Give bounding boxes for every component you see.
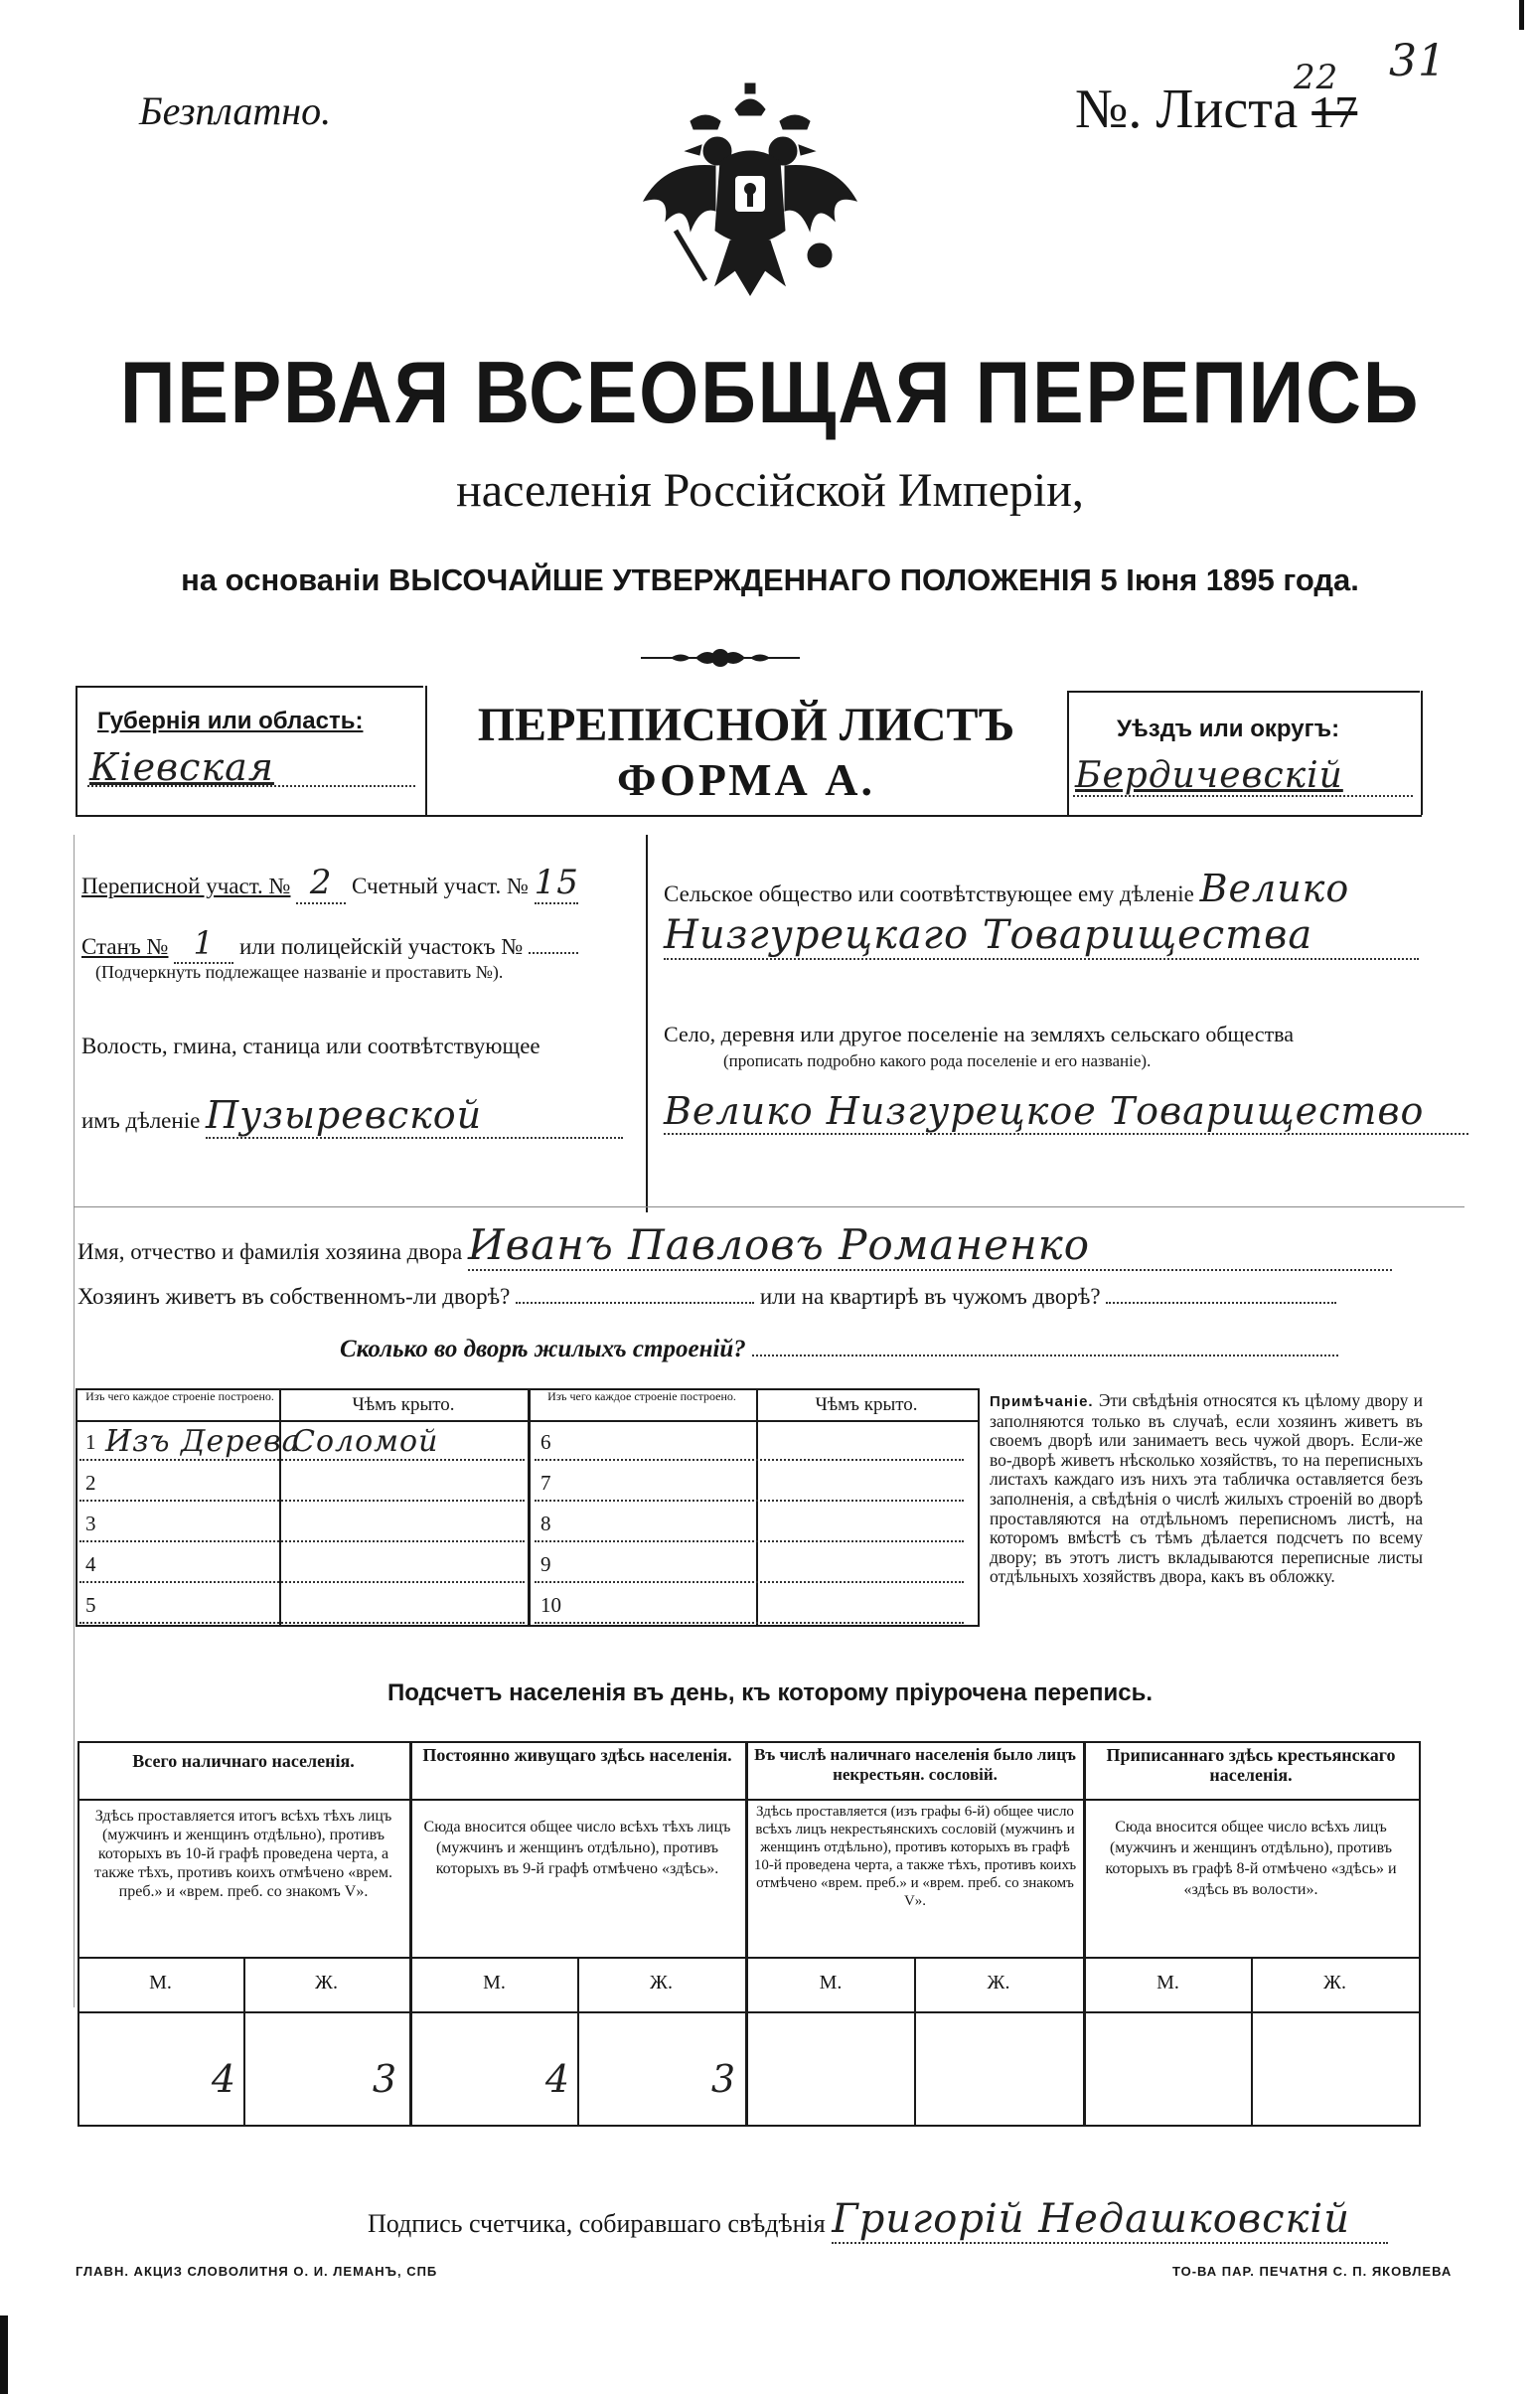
buildings-row-number: 6 <box>540 1430 551 1454</box>
signature-label: Подпись счетчика, собиравшаго свѣдѣнія <box>368 2209 826 2238</box>
stan-row <box>81 924 578 964</box>
buildings-row-number: 3 <box>85 1512 96 1535</box>
society-row <box>664 867 1349 910</box>
owner-name-value: Иванъ Павловъ Романенко <box>468 1220 1392 1271</box>
signature-value: Григорій Недашковскій <box>832 2196 1388 2244</box>
printer-right: ТО-ВА ПАР. ПЕЧАТНЯ С. П. ЯКОВЛЕВА <box>1172 2264 1453 2279</box>
sheet-crossed-number: 17 <box>1311 86 1358 137</box>
population-col-total-f-label: Ж. <box>315 1972 338 1994</box>
population-col-nonpeasant-desc: Здѣсь проставляется (изъ графы 6-й) общее число всѣхъ лицъ некрестьянскихъ сословій (мужчинъ и женщинъ отдѣльно), противъ которыхъ въ графѣ 10-й проведена черта, а также тѣхъ, противъ коихъ отмѣчено «врем. преб.» и «врем. преб. со знакомъ V». <box>753 1804 1077 1909</box>
population-col-total-f-value: 3 <box>372 2057 397 2101</box>
buildings-row-number: 7 <box>540 1471 551 1495</box>
count-area-value: 15 <box>534 863 579 902</box>
buildings-col-material-left: Изъ чего каждое строеніе построено. <box>85 1389 274 1403</box>
volost-value: Пузыревской <box>206 1093 623 1139</box>
population-col-resident-title: Постоянно живущаго здѣсь населенія. <box>422 1745 732 1765</box>
owner-name-row <box>77 1220 1392 1271</box>
buildings-row-number: 9 <box>540 1552 551 1576</box>
buildings-row-line <box>535 1622 964 1624</box>
census-main-title: ПЕРВАЯ ВСЕОБЩАЯ ПЕРЕПИСЬ <box>119 343 1421 441</box>
population-col-resident-f-label: Ж. <box>650 1972 673 1994</box>
population-col-total-desc: Здѣсь проставляется итогъ всѣхъ тѣхъ лицъ (мужчинъ и женщинъ отдѣльно), противъ которыхъ въ 10-й графѣ проведена черта, а также тѣхъ, противъ коихъ отмѣчено «врем. преб.» и «врем. преб. со знакомъ V». <box>94 1808 392 1900</box>
buildings-col-material-right: Изъ чего каждое строеніе построено. <box>547 1389 736 1403</box>
buildings-row-number: 8 <box>540 1512 551 1535</box>
form-box-line <box>1421 691 1423 815</box>
buildings-table <box>76 1388 980 1627</box>
owner-lives-row <box>77 1284 1336 1310</box>
society-value: Великo <box>1199 867 1350 910</box>
volost-label-2: имъ дѣленіе <box>81 1108 201 1133</box>
count-area-label: Счетный участ. № <box>351 874 529 898</box>
buildings-row-material: Изъ Дерева <box>105 1424 301 1459</box>
stan-value: 1 <box>174 924 233 964</box>
population-col-nonpeasant-title: Въ числѣ наличнаго населенія было лицъ некрестьян. сословій. <box>754 1745 1076 1784</box>
society-label: Сельское общество или соотвѣтствующее ему дѣленіе <box>664 881 1194 906</box>
census-area-label: Переписной участ. № <box>81 874 291 898</box>
form-subtitle: ФОРМА А. <box>617 754 875 805</box>
population-col-total-m-value: 4 <box>211 2057 236 2101</box>
buildings-row-roof: Соломой <box>292 1424 439 1459</box>
scan-edge-mark <box>0 2315 8 2394</box>
district-label: Уѣздъ или округъ: <box>1117 716 1340 742</box>
population-col-peasant-m-label: М. <box>1156 1972 1179 1994</box>
note-title: Примѣчаніе. <box>990 1393 1094 1410</box>
province-label: Губернія или область: <box>97 708 364 734</box>
printer-left: ГЛАВН. АКЦИЗ СЛОВОЛИТНЯ О. И. ЛЕМАНЪ, СПБ <box>76 2264 438 2279</box>
scan-edge-mark <box>1519 0 1524 30</box>
owner-lives-label: Хозяинъ живетъ въ собственномъ-ли дворѣ? <box>77 1284 511 1309</box>
buildings-row-number: 4 <box>85 1552 96 1576</box>
population-col-resident-m-label: М. <box>483 1972 506 1994</box>
ornament-divider <box>641 641 800 675</box>
population-col-nonpeasant-f-label: Ж. <box>987 1972 1010 1994</box>
sheet-hand-number: 22 <box>1294 58 1339 97</box>
population-col-peasant-desc: Сюда вносится общее число всѣхъ лицъ (мужчинъ и женщинъ отдѣльно), противъ которыхъ въ графѣ 8-й отмѣчено «здѣсь» и «здѣсь въ волости». <box>1105 1819 1397 1898</box>
population-col-total-title: Всего наличнаго населенія. <box>132 1751 355 1771</box>
census-subtitle: населенія Россійской Имперіи, <box>456 464 1084 517</box>
population-col-peasant-f-label: Ж. <box>1323 1972 1346 1994</box>
buildings-row-number: 1 <box>85 1430 96 1454</box>
district-value: Бердичевскій <box>1075 755 1343 796</box>
form-box-line <box>1067 691 1420 693</box>
buildings-row-number: 10 <box>540 1593 561 1617</box>
owner-name-label: Имя, отчество и фамилія хозяина двора <box>77 1239 463 1264</box>
population-col-resident-m-value: 4 <box>544 2057 570 2101</box>
buildings-row-line <box>79 1622 525 1624</box>
population-col-nonpeasant-m-label: М. <box>819 1972 843 1994</box>
page-left-rule <box>74 835 75 2007</box>
buildings-note <box>990 1391 1423 1587</box>
province-value: Кіевская <box>89 745 274 789</box>
population-heading: Подсчетъ населенія въ день, къ которому пріурочена перепись. <box>387 1679 1153 1706</box>
population-col-peasant-title: Приписаннаго здѣсь крестьянскаго населенія. <box>1106 1745 1396 1785</box>
buildings-row-line <box>535 1500 964 1502</box>
owner-section-top-rule <box>74 1206 1464 1207</box>
buildings-row <box>340 1336 1338 1363</box>
population-col-resident-desc: Сюда вносится общее число всѣхъ тѣхъ лицъ (мужчинъ и женщинъ отдѣльно), противъ которыхъ въ 9-й графѣ отмѣчено «здѣсь». <box>423 1819 731 1877</box>
form-box-line <box>76 815 1422 817</box>
buildings-row-line <box>79 1540 525 1542</box>
double-headed-eagle-emblem <box>636 81 864 310</box>
police-label: или полицейскій участокъ № <box>238 934 524 959</box>
buildings-row-line <box>535 1459 964 1461</box>
village-label: Село, деревня или другое поселеніе на земляхъ сельскаго общества <box>664 1022 1295 1046</box>
form-title: ПЕРЕПИСНОЙ ЛИСТЪ <box>477 699 1015 751</box>
population-col-total-m-label: М. <box>149 1972 172 1994</box>
district-dotted-line <box>1073 795 1413 797</box>
volost-label: Волость, гмина, станица или соотвѣтствующее <box>81 1034 540 1058</box>
buildings-col-roof-left: Чѣмъ крыто. <box>352 1394 455 1415</box>
sheet-hand-number-2: 31 <box>1389 36 1447 86</box>
buildings-row-line <box>79 1500 525 1502</box>
form-box-line <box>76 686 77 815</box>
census-legal-basis: на основаніи ВЫСОЧАЙШЕ УТВЕРЖДЕННАГО ПОЛОЖЕНІЯ 5 Іюня 1895 года. <box>181 562 1359 597</box>
free-label: Безплатно. <box>139 88 332 133</box>
form-box-line <box>76 686 423 688</box>
form-box-line <box>1067 691 1069 815</box>
buildings-label: Сколько во дворѣ жилыхъ строеній? <box>340 1336 746 1362</box>
society-value-2: Низгурецкаго Товарищества <box>664 912 1419 960</box>
volost-row <box>81 1093 623 1139</box>
signature-row <box>368 2196 1388 2244</box>
buildings-row-line <box>535 1540 964 1542</box>
buildings-row-number: 5 <box>85 1593 96 1617</box>
buildings-row-line <box>79 1459 525 1461</box>
stan-note: (Подчеркнуть подлежащее названіе и проставить №). <box>95 962 504 982</box>
sheet-label: №. Листа <box>1075 79 1299 140</box>
stan-label: Станъ № <box>81 934 169 959</box>
buildings-row-number: 2 <box>85 1471 96 1495</box>
village-value: Велико Низгурецкое Товарищество <box>664 1089 1468 1135</box>
owner-apartment-label: или на квартирѣ въ чужомъ дворѣ? <box>759 1284 1101 1309</box>
population-table <box>77 1741 1421 2125</box>
village-note: (прописать подробно какого рода поселеніе и его названіе). <box>723 1051 1152 1070</box>
buildings-row-line <box>535 1581 964 1583</box>
census-area-value: 2 <box>296 863 346 904</box>
census-area-row <box>81 863 578 904</box>
buildings-col-roof-right: Чѣмъ крыто. <box>815 1394 918 1415</box>
province-dotted-line <box>87 785 415 787</box>
note-text: Эти свѣдѣнія относятся къ цѣлому двору и заполняются только въ случаѣ, если хозяинъ живетъ въ своемъ дворѣ или занимаетъ весь чужой дворъ. Если-же во-дворѣ живетъ нѣсколько хозяйствъ, то на переписныхъ листахъ каждаго изъ нихъ эта табличка оставляется безъ заполненія, а свѣдѣнія о числѣ жилыхъ строеній во дворѣ проставляются на отдѣльномъ переписномъ листѣ, на которомъ вмѣстѣ съ тѣмъ дѣлается подсчетъ по всему двору; въ этотъ листъ вкладываются переписные листы отдѣльныхъ хозяйствъ двора, какъ въ обложку. <box>990 1390 1423 1587</box>
buildings-row-line <box>79 1581 525 1583</box>
section-divider <box>646 835 648 1212</box>
population-col-resident-f-value: 3 <box>710 2057 736 2101</box>
